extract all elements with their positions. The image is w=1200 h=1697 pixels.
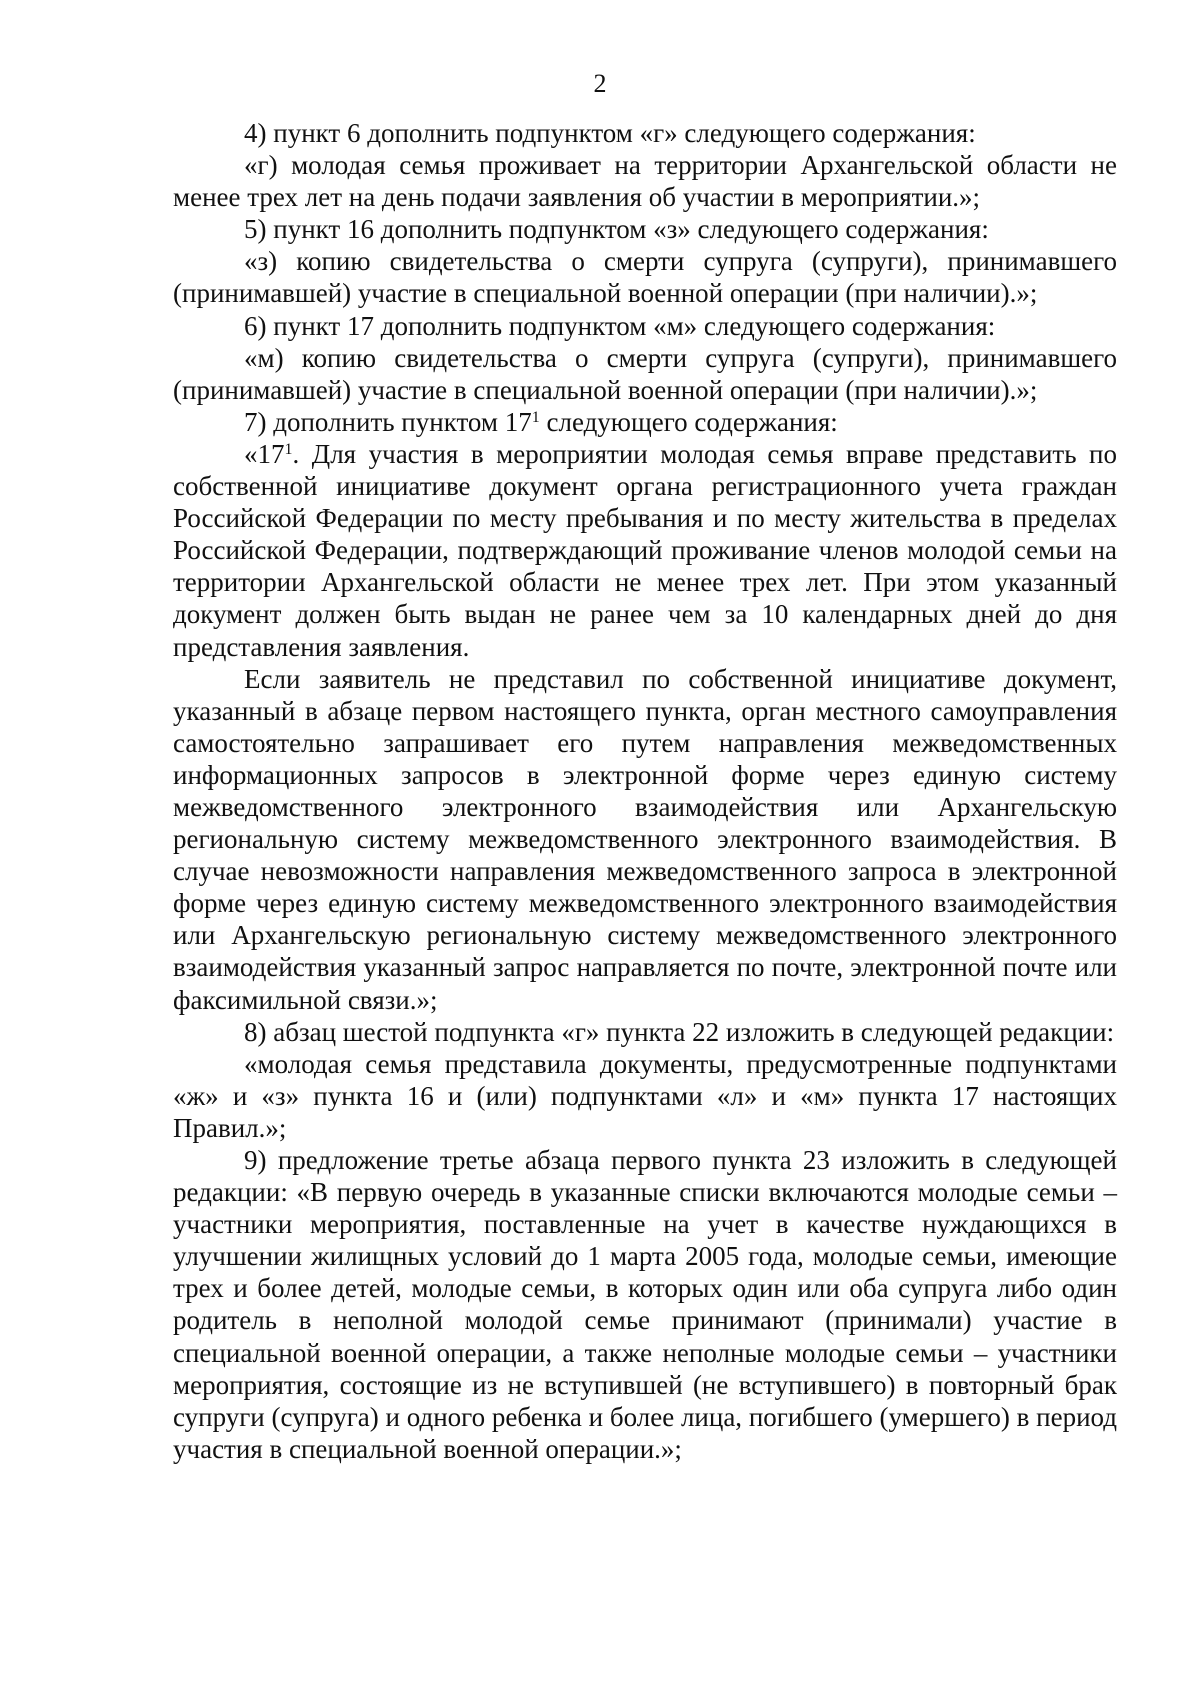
document-body: [173, 117, 1117, 1465]
item-7-heading-text: 7) дополнить пунктом 17: [244, 406, 532, 437]
item-9-text: 9) предложение третье абзаца первого пункта 23 изложить в следующей редакции: «В первую очередь в указанные списки включаются молодые семьи – участники мероприятия, поставленные на учет в качестве нуждающихся в улучшении жилищных условий до 1 марта 2005 года, молодые семьи, имеющие трех и более детей, молодые семьи, в которых один или оба супруга либо один родитель в неполной молодой семье принимают (принимали) участие в специальной военной операции, а также неполные молодые семьи – участники мероприятия, состоящие из не вступившей (не вступившего) в повторный брак супруги (супруга) и одного ребенка и более лица, погибшего (умершего) в период участия в специальной военной операции.»;: [173, 1145, 1117, 1464]
item-7-paragraph-2: Если заявитель не представил по собственной инициативе документ, указанный в абзаце первом настоящего пункта, орган местного самоуправления самостоятельно запрашивает его путем направления межведомственных информационных запросов в электронной форме через единую систему межведомственного электронного взаимодействия или Архангельскую региональную систему межведомственного электронного взаимодействия. В случае невозможности направления межведомственного запроса в электронной форме через единую систему межведомственного электронного взаимодействия или Архангельскую региональную систему межведомственного электронного взаимодействия указанный запрос направляется по почте, электронной почте или факсимильной связи.»;: [173, 663, 1117, 1015]
superscript-one: 1: [531, 408, 540, 426]
item-7-heading-tail: следующего содержания:: [539, 406, 838, 437]
page-number: 2: [593, 69, 607, 98]
item-7-heading: [173, 406, 1117, 438]
item-4-text: «г) молодая семья проживает на территории Архангельской области не менее трех лет на день подачи заявления об участии в мероприятии.»;: [173, 150, 1117, 213]
item-4-heading: 4) пункт 6 дополнить подпунктом «г» следующего содержания:: [244, 118, 976, 148]
item-6-heading: 6) пункт 17 дополнить подпунктом «м» следующего содержания:: [244, 310, 996, 341]
superscript-one: 1: [284, 440, 293, 458]
item-7-paragraph-1-number: «17: [244, 438, 285, 469]
item-8-text: «молодая семья представила документы, предусмотренные подпунктами «ж» и «з» пункта 16 и (или) подпунктами «л» и «м» пункта 17 настоящих Правил.»;: [173, 1048, 1117, 1143]
item-7-paragraph-1-text: . Для участия в мероприятии молодая семья вправе представить по собственной инициативе документ органа регистрационного учета граждан Российской Федерации по месту пребывания и по месту жительства в пределах Российской Федерации, подтверждающий проживание членов молодой семьи на территории Архангельской области не менее трех лет. При этом указанный документ должен быть выдан не ранее чем за 10 календарных дней до дня представления заявления.: [173, 438, 1117, 662]
item-8-heading: 8) абзац шестой подпункта «г» пункта 22 изложить в следующей редакции:: [244, 1016, 1115, 1047]
item-6-text: «м) копию свидетельства о смерти супруга (супруги), принимавшего (принимавшей) участие в специальной военной операции (при наличии).»;: [173, 342, 1117, 405]
item-5-heading: 5) пункт 16 дополнить подпунктом «з» следующего содержания:: [244, 214, 989, 245]
item-7-paragraph-1: [173, 438, 1117, 663]
item-5-text: «з) копию свидетельства о смерти супруга (супруги), принимавшего (принимавшей) участие в специальной военной операции (при наличии).»;: [173, 246, 1117, 309]
